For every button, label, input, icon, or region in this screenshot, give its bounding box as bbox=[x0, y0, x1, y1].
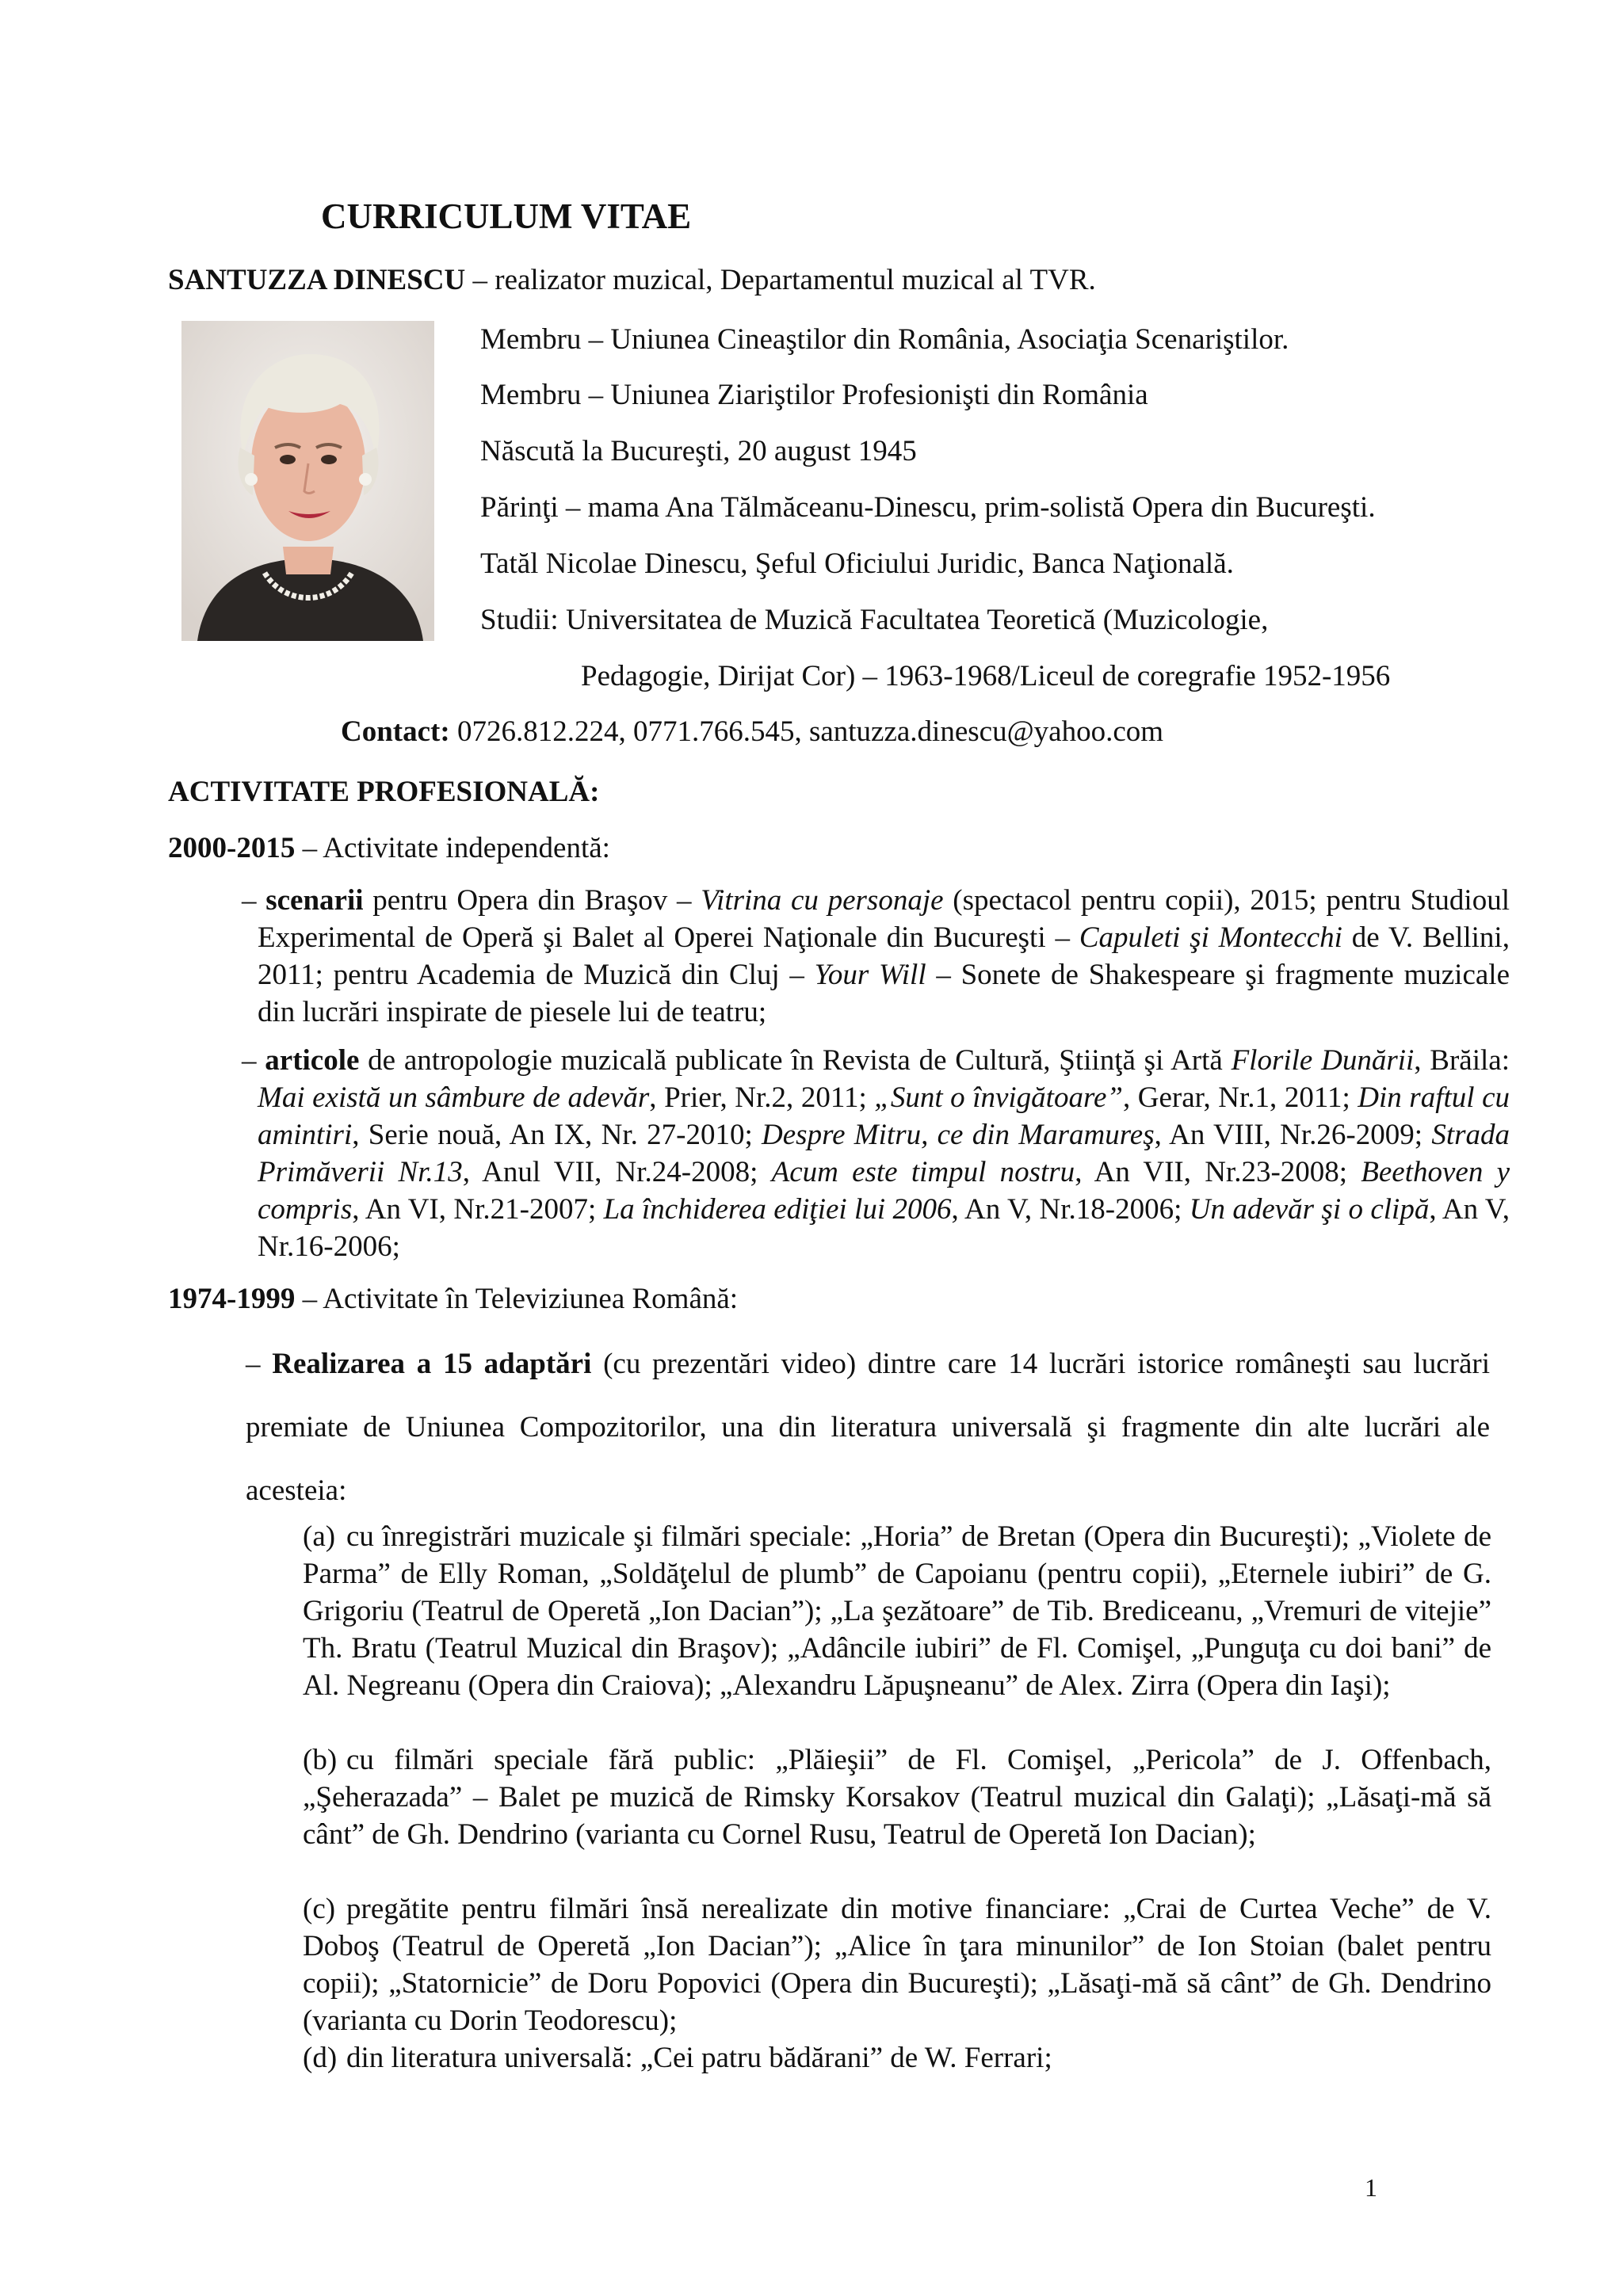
list-item-text: cu înregistrări muzicale şi filmări speciale: „Horia” de Bretan (Opera din Bucureşti); „Violete de Parma” de Elly Roman, „Soldăţelul de plumb” de Capoianu (pentru copii), „Eternele iubiri” de G. Grigoriu (Teatrul de Operetă „Ion Dacian”); „La şezătoare” de Tib. Brediceanu, „Vremuri de vitejie” Th. Bratu (Teatrul Muzical din Braşov); „Adâncile iubiri” de Fl. Comişel, „Punguţa cu doi bani” de Al. Negreanu (Opera din Craiova); „Alexandru Lăpuşneanu” de Alex. Zirra (Opera din Iaşi); bbox=[303, 1520, 1491, 1702]
text: de antropologie muzicală publicate în Revista de Cultură, Ştiinţă şi Artă bbox=[359, 1044, 1232, 1077]
period-years: 2000-2015 bbox=[168, 832, 296, 864]
article-title: Strada Primăverii Nr.13 bbox=[258, 1119, 1510, 1188]
work-title: Vitrina cu personaje bbox=[701, 884, 944, 917]
page-title: CURRICULUM VITAE bbox=[321, 196, 692, 236]
info-membership-cineasti: Membru – Uniunea Cineaştilor din România, Asociaţia Scenariştilor. bbox=[480, 323, 1289, 356]
publication-title: Florile Dunării bbox=[1231, 1044, 1415, 1077]
info-studies-continued: Pedagogie, Dirijat Cor) – 1963-1968/Liceul de coregrafie 1952-1956 bbox=[581, 660, 1391, 692]
info-membership-ziaristi: Membru – Uniunea Ziariştilor Profesionişti din România bbox=[480, 379, 1148, 411]
paragraph-articole bbox=[242, 1042, 1510, 1265]
contact-label: Contact: bbox=[341, 715, 450, 748]
list-item bbox=[303, 2039, 1491, 2077]
portrait-illustration bbox=[181, 321, 434, 641]
dash: – bbox=[246, 1348, 273, 1380]
text: de V. Bellini, 2011; pentru Academia de Muzică din Cluj – bbox=[258, 921, 1510, 991]
article-title: Din raftul cu amintiri bbox=[258, 1081, 1510, 1151]
work-title: Your Will bbox=[814, 959, 926, 991]
list-marker: (a) bbox=[303, 1520, 336, 1553]
list-item-text: cu filmări speciale fără public: „Plăieşii” de Fl. Comişel, „Pericola” de J. Offenbach, „Şeherazada” – Balet pe muzică de Rimsky Korsakov (Teatrul muzical din Galaţi); „Lăsaţi-mă să cânt” de Gh. Dendrino (varianta cu Cornel Rusu, Teatrul de Operetă Ion Dacian); bbox=[303, 1744, 1491, 1851]
article-title: Despre Mitru, ce din Maramureş bbox=[762, 1119, 1155, 1151]
person-name: SANTUZZA DINESCU bbox=[168, 264, 466, 296]
dash: – bbox=[242, 1044, 265, 1077]
text: , An VII, Nr.23-2008; bbox=[1075, 1156, 1361, 1188]
list-marker: (d) bbox=[303, 2042, 338, 2074]
text: , Prier, Nr.2, 2011; bbox=[649, 1081, 875, 1114]
adaptari-label: Realizarea a 15 adaptări bbox=[272, 1348, 592, 1380]
article-title: La închiderea ediţiei lui 2006 bbox=[603, 1193, 952, 1226]
article-title: Mai există un sâmbure de adevăr bbox=[258, 1081, 650, 1114]
article-title: Beethoven y compris bbox=[258, 1156, 1510, 1226]
info-birth: Născută la Bucureşti, 20 august 1945 bbox=[480, 435, 917, 467]
dash: – bbox=[242, 884, 266, 917]
list-item bbox=[303, 1518, 1491, 1704]
text: , An V, Nr.16-2006; bbox=[258, 1193, 1510, 1263]
text: , An VI, Nr.21-2007; bbox=[352, 1193, 604, 1226]
info-parents-father: Tatăl Nicolae Dinescu, Şeful Oficiului Juridic, Banca Naţională. bbox=[480, 547, 1234, 580]
name-line bbox=[168, 261, 1096, 299]
list-marker: (b) bbox=[303, 1744, 338, 1776]
articole-label: articole bbox=[265, 1044, 360, 1077]
info-parents-mother: Părinţi – mama Ana Tălmăceanu-Dinescu, prim-solistă Opera din Bucureşti. bbox=[480, 491, 1376, 524]
section-title: ACTIVITATE PROFESIONALĂ: bbox=[168, 776, 600, 808]
period-tvr bbox=[168, 1280, 738, 1318]
period-years: 1974-1999 bbox=[168, 1283, 296, 1315]
article-title: Un adevăr şi o clipă bbox=[1189, 1193, 1430, 1226]
paragraph-adaptari bbox=[246, 1333, 1490, 1523]
info-studies: Studii: Universitatea de Muzică Facultatea Teoretică (Muzicologie, bbox=[480, 604, 1269, 636]
text: – Sonete de Shakespeare şi fragmente muzicale din lucrări inspirate de piesele lui de teatru; bbox=[258, 959, 1510, 1028]
text: , Gerar, Nr.1, 2011; bbox=[1123, 1081, 1358, 1114]
list-marker: (c) bbox=[303, 1893, 336, 1925]
text: (cu prezentări video) dintre care 14 lucrări istorice româneşti sau lucrări premiate de Uniunea Compozitorilor, una din literatura universală şi fragmente din alte lucrări ale acesteia: bbox=[246, 1348, 1491, 1507]
text: pentru Opera din Braşov – bbox=[363, 884, 701, 917]
text: , An VIII, Nr.26-2009; bbox=[1154, 1119, 1432, 1151]
name-description: – realizator muzical, Departamentul muzical al TVR. bbox=[465, 264, 1096, 296]
work-title: Capuleti şi Montecchi bbox=[1079, 921, 1342, 954]
period-description: – Activitate independentă: bbox=[295, 832, 610, 864]
text: , An V, Nr.18-2006; bbox=[951, 1193, 1190, 1226]
list-item bbox=[303, 1741, 1491, 1853]
article-title: „Sunt o învigătoare” bbox=[874, 1081, 1123, 1114]
page-number: 1 bbox=[1365, 2173, 1377, 2202]
contact-line bbox=[341, 713, 1163, 751]
text: (spectacol pentru copii), 2015; pentru Studioul Experimental de Operă şi Balet al Operei Naţionale din Bucureşti – bbox=[258, 884, 1510, 954]
text: , Serie nouă, An IX, Nr. 27-2010; bbox=[352, 1119, 762, 1151]
list-item-text: din literatura universală: „Cei patru bădărani” de W. Ferrari; bbox=[346, 2042, 1052, 2074]
text: , Brăila: bbox=[1414, 1044, 1510, 1077]
paragraph-scenarii bbox=[242, 882, 1510, 1031]
scenarii-label: scenarii bbox=[265, 884, 364, 917]
list-item-text: pregătite pentru filmări însă nerealizate din motive financiare: „Crai de Curtea Veche” de V. Doboş (Teatrul de Operetă „Ion Dacian”); „Alice în ţara minunilor” de Ion Stoian (balet pentru copii); „Statornicie” de Doru Popovici (Opera din Bucureşti); „Lăsaţi-mă să cânt” de Gh. Dendrino (varianta cu Dorin Teodorescu); bbox=[303, 1893, 1491, 2037]
contact-value: 0726.812.224, 0771.766.545, santuzza.dinescu@yahoo.com bbox=[449, 715, 1164, 748]
article-title: Acum este timpul nostru bbox=[771, 1156, 1075, 1188]
period-description: – Activitate în Televiziunea Română: bbox=[295, 1283, 739, 1315]
text: , Anul VII, Nr.24-2008; bbox=[462, 1156, 772, 1188]
period-independent bbox=[168, 830, 610, 868]
list-item bbox=[303, 1890, 1491, 2039]
portrait-photo bbox=[181, 321, 434, 641]
